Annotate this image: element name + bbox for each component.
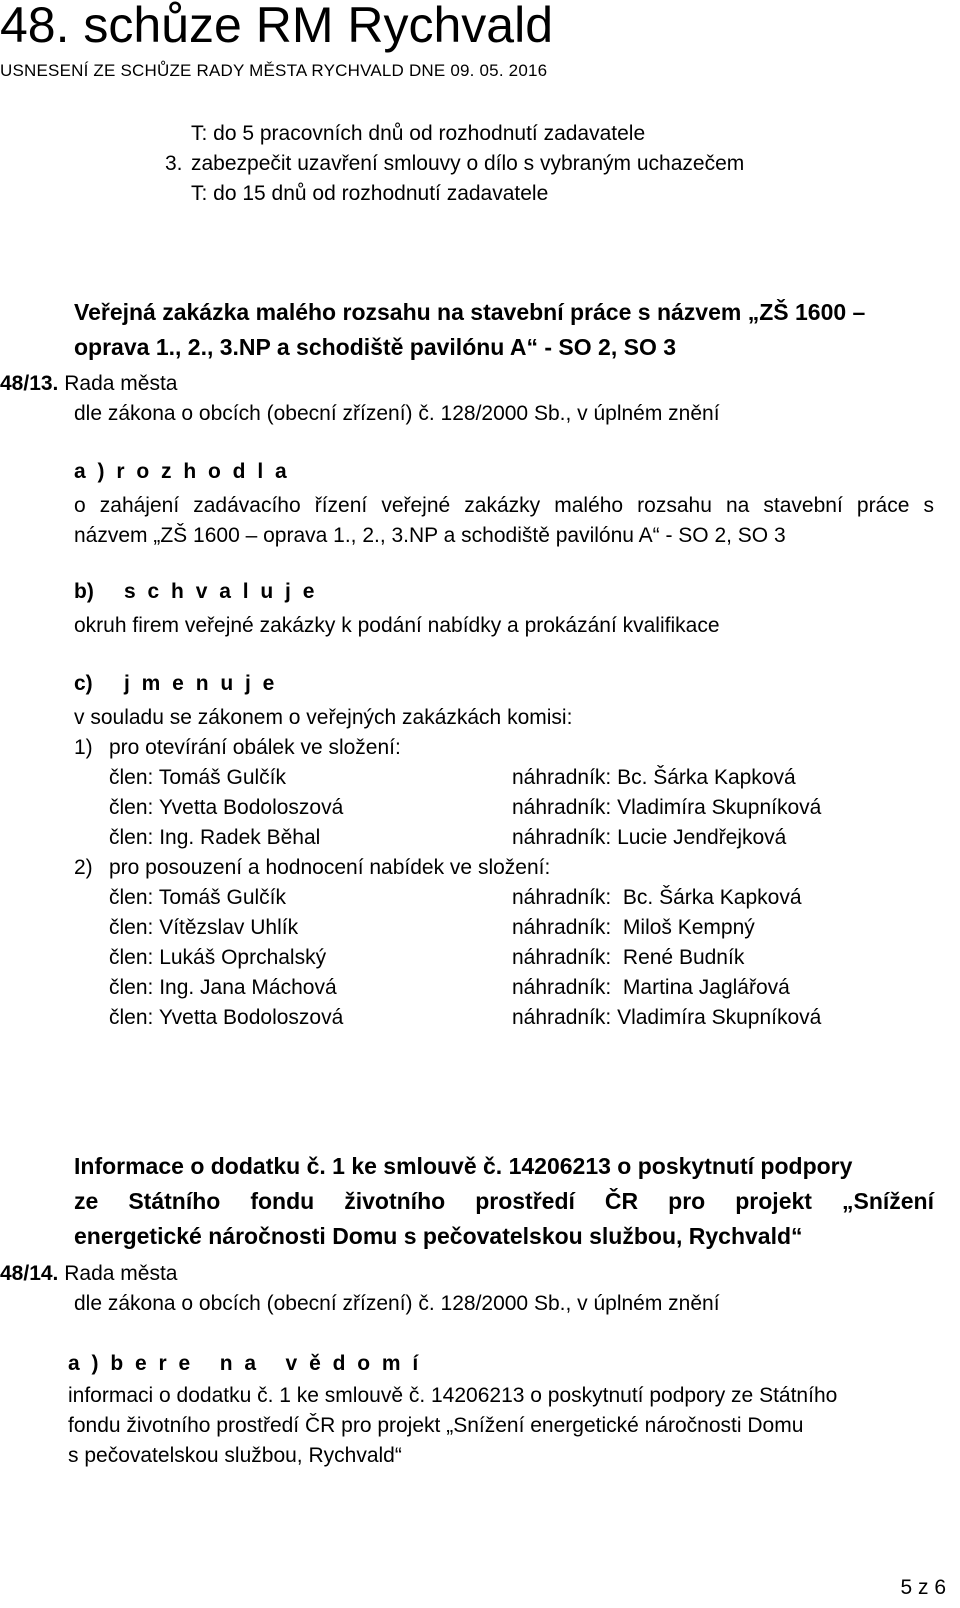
- resolution-14-a-label: a ) b e r e n a v ě d o m í: [68, 1352, 422, 1375]
- resolution-number: 48/14.: [0, 1262, 59, 1285]
- commission-2-substitute-4: náhradník: Martina Jaglářová: [512, 976, 790, 999]
- resolution-14-number: [0, 1260, 177, 1288]
- commission-1-substitute-1: náhradník: Bc. Šárka Kapková: [512, 766, 796, 789]
- resolution-13-a-text-line-1: o zahájení zadávacího řízení veřejné zakázky malého rozsahu na stavební práce s: [74, 494, 934, 517]
- resolution-13-number: [0, 370, 177, 398]
- resolution-14-heading-line-3: energetické náročnosti Domu s pečovatelskou službou, Rychvald“: [74, 1223, 803, 1249]
- page-title: 48. schůze RM Rychvald: [0, 0, 554, 53]
- resolution-14-a-text-line-1: informaci o dodatku č. 1 ke smlouvě č. 14206213 o poskytnutí podpory ze Státního: [68, 1384, 838, 1407]
- page-number: 5 z 6: [900, 1576, 946, 1599]
- item-3-number: 3.: [165, 152, 183, 175]
- commission-2-title: pro posouzení a hodnocení nabídek ve složení:: [109, 856, 551, 879]
- commission-1-title: pro otevírání obálek ve složení:: [109, 736, 401, 759]
- commission-2-substitute-1: náhradník: Bc. Šárka Kapková: [512, 886, 802, 909]
- resolution-14-a-text-line-3: s pečovatelskou službou, Rychvald“: [68, 1444, 402, 1467]
- commission-2-substitute-5: náhradník: Vladimíra Skupníková: [512, 1006, 822, 1029]
- page-subtitle: USNESENÍ ZE SCHŮZE RADY MĚSTA RYCHVALD DNE 09. 05. 2016: [0, 61, 548, 80]
- commission-1-member-2: člen: Yvetta Bodoloszová: [109, 796, 344, 819]
- resolution-13-c-label: j m e n u j e: [124, 672, 278, 695]
- commission-2-member-1: člen: Tomáš Gulčík: [109, 886, 287, 909]
- commission-1-substitute-3: náhradník: Lucie Jendřejková: [512, 826, 787, 849]
- resolution-13-c-text: v souladu se zákonem o veřejných zakázkách komisi:: [74, 706, 573, 729]
- commission-2-member-2: člen: Vítězslav Uhlík: [109, 916, 299, 939]
- commission-1-substitute-2: náhradník: Vladimíra Skupníková: [512, 796, 822, 819]
- commission-1-number: 1): [74, 736, 93, 759]
- resolution-13-a-text-line-2: názvem „ZŠ 1600 – oprava 1., 2., 3.NP a schodiště pavilónu A“ - SO 2, SO 3: [74, 524, 786, 547]
- resolution-13-b-text: okruh firem veřejné zakázky k podání nabídky a prokázání kvalifikace: [74, 614, 720, 637]
- resolution-13-b-label: s c h v a l u j e: [124, 580, 318, 603]
- resolution-body: Rada města: [64, 1262, 178, 1285]
- commission-2-member-5: člen: Yvetta Bodoloszová: [109, 1006, 344, 1029]
- commission-2-number: 2): [74, 856, 93, 879]
- commission-2-member-4: člen: Ing. Jana Máchová: [109, 976, 337, 999]
- resolution-body: Rada města: [64, 372, 178, 395]
- commission-2-member-3: člen: Lukáš Oprchalský: [109, 946, 327, 969]
- resolution-13-law: dle zákona o obcích (obecní zřízení) č. 128/2000 Sb., v úplném znění: [74, 402, 720, 425]
- resolution-14-a-text-line-2: fondu životního prostředí ČR pro projekt „Snížení energetické náročnosti Domu: [68, 1414, 804, 1437]
- resolution-13-heading-line-2: oprava 1., 2., 3.NP a schodiště pavilónu A“ - SO 2, SO 3: [74, 334, 677, 360]
- resolution-13-b-prefix: b): [74, 580, 94, 603]
- commission-1-member-1: člen: Tomáš Gulčík: [109, 766, 287, 789]
- deadline-line-1: T: do 5 pracovních dnů od rozhodnutí zadavatele: [191, 122, 646, 145]
- commission-2-substitute-3: náhradník: René Budník: [512, 946, 745, 969]
- resolution-14-law: dle zákona o obcích (obecní zřízení) č. 128/2000 Sb., v úplném znění: [74, 1292, 720, 1315]
- deadline-line-2: T: do 15 dnů od rozhodnutí zadavatele: [191, 182, 549, 205]
- resolution-number: 48/13.: [0, 372, 59, 395]
- resolution-14-heading-line-1: Informace o dodatku č. 1 ke smlouvě č. 14206213 o poskytnutí podpory: [74, 1153, 853, 1179]
- resolution-13-heading-line-1: Veřejná zakázka malého rozsahu na stavební práce s názvem „ZŠ 1600 –: [74, 299, 866, 325]
- resolution-14-heading-line-2: ze Státního fondu životního prostředí ČR pro projekt „Snížení: [74, 1188, 934, 1214]
- item-3-text: zabezpečit uzavření smlouvy o dílo s vybraným uchazečem: [191, 152, 745, 175]
- resolution-13-a-label: a ) r o z h o d l a: [74, 460, 290, 483]
- commission-2-substitute-2: náhradník: Miloš Kempný: [512, 916, 755, 939]
- commission-1-member-3: člen: Ing. Radek Běhal: [109, 826, 321, 849]
- resolution-13-c-prefix: c): [74, 672, 93, 695]
